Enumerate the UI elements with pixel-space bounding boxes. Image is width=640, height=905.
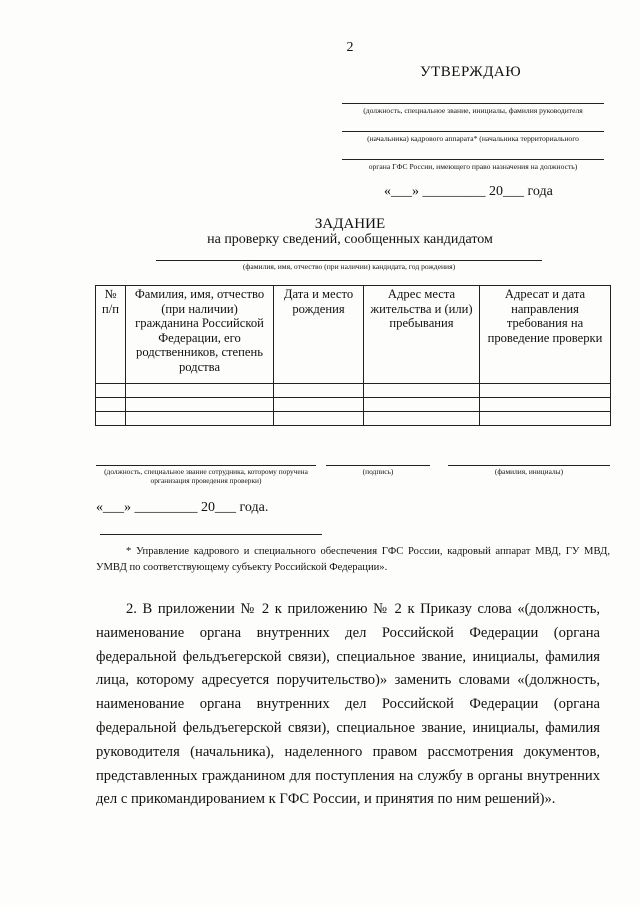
signature-date: «___» _________ 20___ года.: [96, 500, 269, 515]
page-number: 2: [346, 40, 354, 55]
col-recipient-header: Адресат и дата направления требования на проведение проверки: [480, 286, 611, 384]
col-birth-header: Дата и место рождения: [274, 286, 364, 384]
col-number-header: № п/п: [96, 286, 126, 384]
candidate-line: [156, 260, 542, 261]
approval-line-3: [342, 159, 604, 160]
body-paragraph: 2. В приложении № 2 к приложению № 2 к Приказу слова «(должность, наименование органа внутренних дел Российской Федерации (органа федеральной фельдъегерской связи), специальное звание, инициалы, фамилия лица, которому адресуется поручительство)» заменить словами «(должность, наименование органа внутренних дел Российской Федерации (органа федеральной фельдъегерской связи), специальное звание, инициалы, фамилия руководителя (начальника), наделенного правом рассмотрения документов, представленных гражданином для поступления на службу в органы внутренних дел с прикомандированием к ГФС России, и принятия по ним решений)».: [96, 601, 600, 808]
col-address-header: Адрес места жительства и (или) пребывания: [364, 286, 480, 384]
approval-caption-2: (начальника) кадрового аппарата* (начальника территориального: [367, 134, 579, 143]
task-subtitle: на проверку сведений, сообщенных кандидатом: [207, 232, 493, 247]
col-name-header: Фамилия, имя, отчество (при наличии) гражданина Российской Федерации, его родственников, степень родства: [126, 286, 274, 384]
approval-date: «___» _________ 20___ года: [384, 184, 553, 199]
approval-title: УТВЕРЖДАЮ: [420, 64, 522, 80]
name-line: [448, 465, 610, 466]
approval-caption-1: (должность, специальное звание, инициалы, фамилия руководителя: [363, 106, 583, 115]
table-row: [96, 384, 611, 398]
footnote-separator: [100, 534, 322, 535]
footnote: * Управление кадрового и специального обеспечения ГФС России, кадровый аппарат МВД, ГУ МВД, УМВД по соответствующему субъекту Российской Федерации».: [96, 546, 610, 573]
name-caption: (фамилия, инициалы): [494, 467, 564, 476]
task-title: ЗАДАНИЕ: [314, 216, 386, 232]
signature-line: [326, 465, 430, 466]
table-header-row: [96, 286, 611, 384]
signature-caption: (подпись): [362, 467, 394, 476]
approval-line-1: [342, 103, 604, 104]
position-line: [96, 465, 316, 466]
position-caption: (должность, специальное звание сотрудника, которому поручена организация проведения проверки): [104, 467, 308, 485]
table-row: [96, 412, 611, 426]
approval-line-2: [342, 131, 604, 132]
verification-table: [95, 285, 611, 426]
table-row: [96, 398, 611, 412]
approval-caption-3: органа ГФС России, имеющего право назначения на должность): [368, 162, 578, 171]
candidate-caption: (фамилия, имя, отчество (при наличии) кандидата, год рождения): [242, 262, 456, 271]
